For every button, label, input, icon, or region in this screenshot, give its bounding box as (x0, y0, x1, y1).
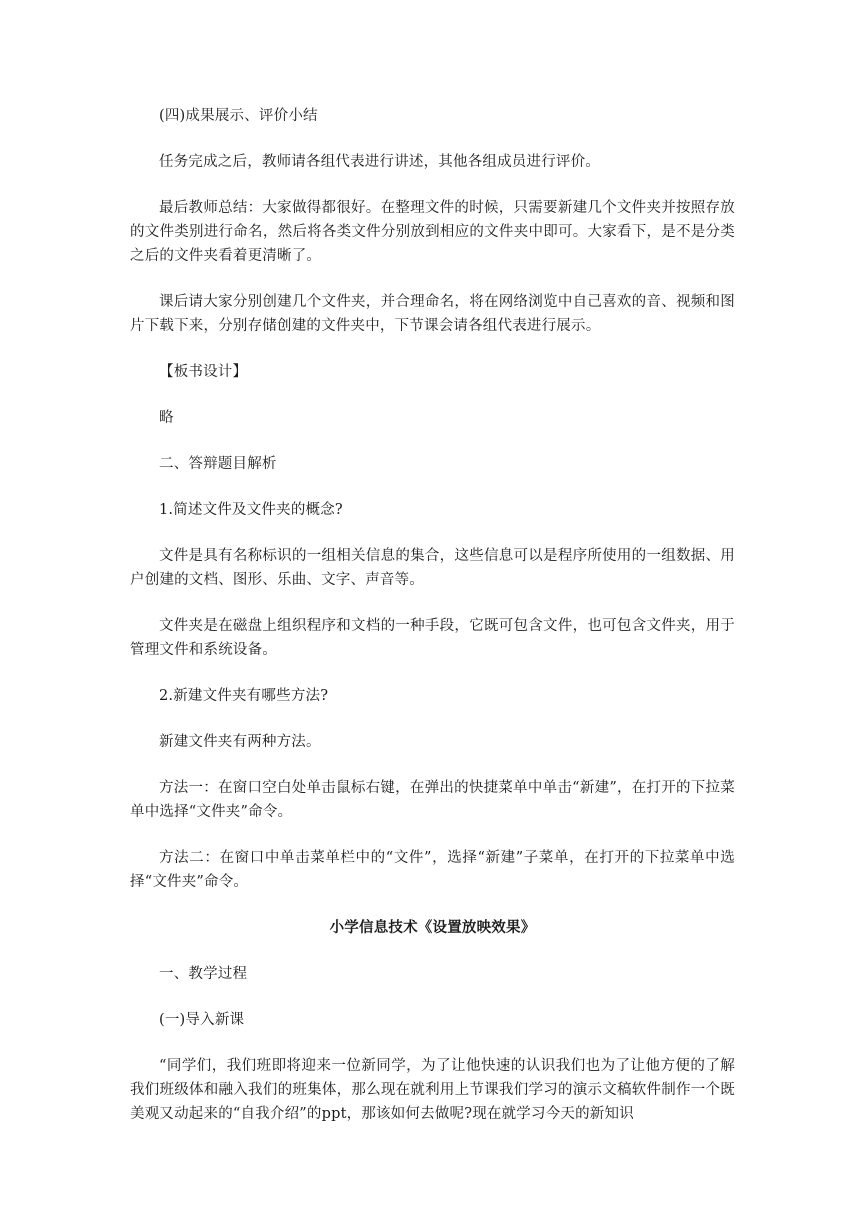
paragraph-omitted: 略 (159, 410, 174, 426)
answer-file-concept: 文件是具有名称标识的一组相关信息的集合，这些信息可以是程序所使用的一组数据、用户创建的文档、图形、乐曲、文字、声音等。 (130, 548, 735, 588)
paragraph-teacher-summary: 最后教师总结：大家做得都很好。在整理文件的时候，只需要新建几个文件夹并按照存放的文件类别进行命名，然后将各类文件分别放到相应的文件夹中即可。大家看下，是不是分类之后的文件夹看着更清晰了。 (130, 200, 735, 264)
answer-folder-concept: 文件夹是在磁盘上组织程序和文档的一种手段，它既可包含文件，也可包含文件夹，用于管理文件和系统设备。 (130, 618, 735, 658)
paragraph-task-complete: 任务完成之后，教师请各组代表进行讲述，其他各组成员进行评价。 (159, 154, 600, 170)
answer-method-two: 方法二：在窗口中单击菜单栏中的“文件”，选择“新建”子菜单，在打开的下拉菜单中选择“文件夹”命令。 (130, 850, 735, 890)
answer-method-one: 方法一：在窗口空白处单击鼠标右键，在弹出的快捷菜单中单击“新建”，在打开的下拉菜单中选择“文件夹”命令。 (130, 780, 735, 820)
paragraph-introduction: “同学们，我们班即将迎来一位新同学，为了让他快速的认识我们也为了让他方便的了解我们班级体和融入我们的班集体，那么现在就利用上节课我们学习的演示文稿软件制作一个既美观又动起来的“自我介绍”的ppt，那该如何去做呢?现在就学习今天的新知识 (130, 1058, 735, 1122)
question-1: 1.简述文件及文件夹的概念? (159, 502, 343, 518)
heading-board-design: 【板书设计】 (159, 364, 248, 380)
heading-results-summary: (四)成果展示、评价小结 (159, 108, 318, 124)
question-2: 2.新建文件夹有哪些方法? (159, 688, 329, 704)
heading-defense-questions: 二、答辩题目解析 (159, 456, 277, 472)
paragraph-homework: 课后请大家分别创建几个文件夹，并合理命名，将在网络浏览中自己喜欢的音、视频和图片下载下来，分别存储创建的文件夹中，下节课会请各组代表进行展示。 (130, 294, 735, 334)
section-title: 小学信息技术《设置放映效果》 (329, 920, 536, 936)
heading-teaching-process: 一、教学过程 (159, 966, 248, 982)
heading-introduction: (一)导入新课 (159, 1012, 245, 1028)
answer-two-methods: 新建文件夹有两种方法。 (159, 734, 321, 750)
document-body (130, 104, 735, 1126)
